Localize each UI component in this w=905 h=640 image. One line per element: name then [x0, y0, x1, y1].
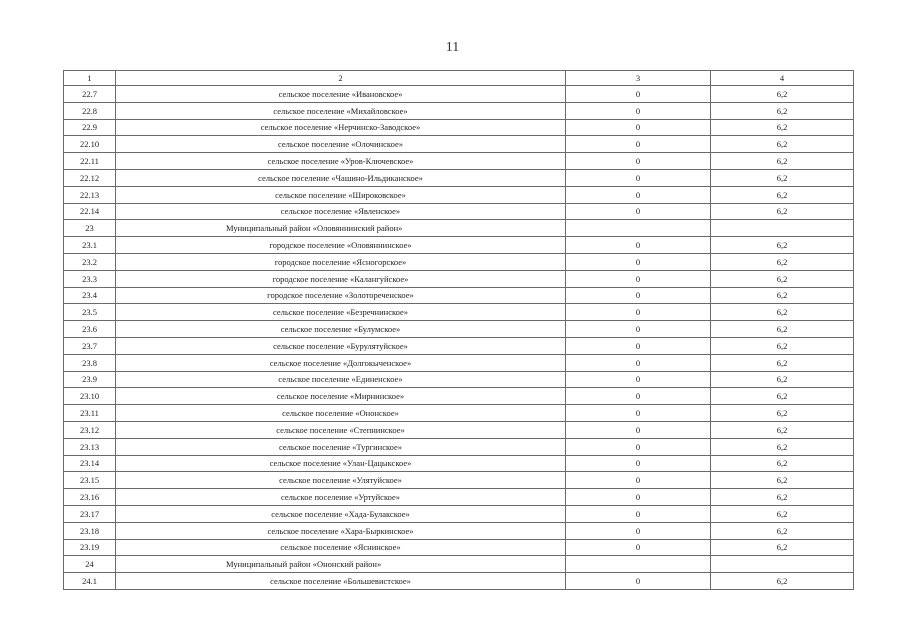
row-value-col3: 0: [566, 522, 711, 539]
table-body: [64, 71, 854, 590]
row-name: сельское поселение «Хада-Булакское»: [116, 505, 566, 522]
row-value-col3: 0: [566, 136, 711, 153]
row-value-col4: [711, 556, 854, 573]
row-value-col3: 0: [566, 321, 711, 338]
row-number: 22.8: [64, 102, 116, 119]
row-name: сельское поселение «Булумское»: [116, 321, 566, 338]
row-value-col4: 6,2: [711, 186, 854, 203]
table-row: [64, 472, 854, 489]
column-header-4: 4: [711, 71, 854, 86]
row-number: 23.14: [64, 455, 116, 472]
table-row: [64, 119, 854, 136]
row-number: 23: [64, 220, 116, 237]
row-name: сельское поселение «Безречнинское»: [116, 304, 566, 321]
row-value-col4: 6,2: [711, 321, 854, 338]
table-row: [64, 371, 854, 388]
row-value-col3: 0: [566, 405, 711, 422]
row-value-col3: 0: [566, 505, 711, 522]
row-name: городское поселение «Золотореченское»: [116, 287, 566, 304]
row-value-col3: 0: [566, 539, 711, 556]
table-row: [64, 186, 854, 203]
row-value-col3: 0: [566, 438, 711, 455]
table-row: [64, 337, 854, 354]
row-name: сельское поселение «Явленское»: [116, 203, 566, 220]
row-value-col4: 6,2: [711, 169, 854, 186]
row-value-col3: 0: [566, 287, 711, 304]
column-header-3: 3: [566, 71, 711, 86]
table-row: [64, 136, 854, 153]
table-row: [64, 505, 854, 522]
row-number: 23.2: [64, 253, 116, 270]
district-row: [64, 556, 854, 573]
row-value-col4: 6,2: [711, 354, 854, 371]
row-value-col3: 0: [566, 354, 711, 371]
row-number: 23.13: [64, 438, 116, 455]
table-row: [64, 86, 854, 103]
row-number: 23.11: [64, 405, 116, 422]
row-value-col4: 6,2: [711, 136, 854, 153]
row-number: 23.9: [64, 371, 116, 388]
row-value-col3: 0: [566, 371, 711, 388]
row-number: 22.7: [64, 86, 116, 103]
row-number: 24.1: [64, 573, 116, 590]
row-value-col3: 0: [566, 169, 711, 186]
row-number: 23.10: [64, 388, 116, 405]
row-name: сельское поселение «Уртуйское»: [116, 489, 566, 506]
row-name: городское поселение «Ясногорское»: [116, 253, 566, 270]
row-name: сельское поселение «Хара-Быркинское»: [116, 522, 566, 539]
table-row: [64, 203, 854, 220]
row-value-col4: 6,2: [711, 388, 854, 405]
column-header-1: 1: [64, 71, 116, 86]
row-number: 23.5: [64, 304, 116, 321]
row-value-col4: 6,2: [711, 86, 854, 103]
table-row: [64, 287, 854, 304]
row-value-col3: [566, 220, 711, 237]
row-value-col4: 6,2: [711, 102, 854, 119]
page-number: 11: [445, 40, 460, 55]
table-row: [64, 522, 854, 539]
row-value-col4: 6,2: [711, 153, 854, 170]
row-value-col3: [566, 556, 711, 573]
table-row: [64, 304, 854, 321]
row-value-col3: 0: [566, 472, 711, 489]
row-value-col3: 0: [566, 388, 711, 405]
row-value-col4: 6,2: [711, 472, 854, 489]
row-value-col3: 0: [566, 455, 711, 472]
row-name: сельское поселение «Бурулятуйское»: [116, 337, 566, 354]
row-value-col4: 6,2: [711, 203, 854, 220]
row-value-col3: 0: [566, 304, 711, 321]
row-value-col3: 0: [566, 203, 711, 220]
table-row: [64, 438, 854, 455]
row-value-col4: 6,2: [711, 371, 854, 388]
table-row: [64, 169, 854, 186]
row-value-col3: 0: [566, 86, 711, 103]
row-number: 23.7: [64, 337, 116, 354]
row-value-col4: 6,2: [711, 421, 854, 438]
row-value-col4: 6,2: [711, 337, 854, 354]
row-number: 23.18: [64, 522, 116, 539]
row-name: Муниципальный район «Оловяннинский район»: [116, 220, 566, 237]
table-row: [64, 405, 854, 422]
row-value-col3: 0: [566, 337, 711, 354]
row-number: 23.16: [64, 489, 116, 506]
table-row: [64, 388, 854, 405]
row-value-col3: 0: [566, 421, 711, 438]
row-name: сельское поселение «Уров-Ключевское»: [116, 153, 566, 170]
row-name: сельское поселение «Нерчинско-Заводское»: [116, 119, 566, 136]
row-number: 22.14: [64, 203, 116, 220]
table-row: [64, 421, 854, 438]
column-header-2: 2: [116, 71, 566, 86]
row-name: сельское поселение «Ивановское»: [116, 86, 566, 103]
row-value-col4: 6,2: [711, 405, 854, 422]
row-value-col4: 6,2: [711, 253, 854, 270]
table-row: [64, 354, 854, 371]
row-name: сельское поселение «Большевистское»: [116, 573, 566, 590]
row-value-col3: 0: [566, 119, 711, 136]
row-value-col4: 6,2: [711, 438, 854, 455]
row-value-col4: 6,2: [711, 505, 854, 522]
row-value-col4: 6,2: [711, 539, 854, 556]
row-value-col3: 0: [566, 237, 711, 254]
row-value-col4: 6,2: [711, 304, 854, 321]
table-row: [64, 253, 854, 270]
row-value-col3: 0: [566, 573, 711, 590]
row-name: сельское поселение «Улан-Цацыкское»: [116, 455, 566, 472]
row-number: 22.13: [64, 186, 116, 203]
row-value-col3: 0: [566, 270, 711, 287]
row-number: 22.9: [64, 119, 116, 136]
table-row: [64, 573, 854, 590]
row-number: 23.19: [64, 539, 116, 556]
row-number: 23.3: [64, 270, 116, 287]
table-row: [64, 237, 854, 254]
row-number: 23.12: [64, 421, 116, 438]
row-number: 23.8: [64, 354, 116, 371]
row-name: сельское поселение «Степнинское»: [116, 421, 566, 438]
row-name: сельское поселение «Яснинское»: [116, 539, 566, 556]
row-number: 24: [64, 556, 116, 573]
table-header-row: [64, 71, 854, 86]
row-name: сельское поселение «Чашино-Ильдиканское»: [116, 169, 566, 186]
row-value-col3: 0: [566, 102, 711, 119]
row-number: 23.15: [64, 472, 116, 489]
table-row: [64, 102, 854, 119]
row-name: Муниципальный район «Ононский район»: [116, 556, 566, 573]
row-number: 23.1: [64, 237, 116, 254]
row-value-col4: 6,2: [711, 455, 854, 472]
row-number: 22.11: [64, 153, 116, 170]
table-row: [64, 489, 854, 506]
row-value-col4: 6,2: [711, 119, 854, 136]
row-name: сельское поселение «Тургинское»: [116, 438, 566, 455]
row-value-col4: 6,2: [711, 287, 854, 304]
row-name: сельское поселение «Единенское»: [116, 371, 566, 388]
row-name: городское поселение «Оловяннинское»: [116, 237, 566, 254]
row-number: 22.10: [64, 136, 116, 153]
row-number: 22.12: [64, 169, 116, 186]
row-value-col4: 6,2: [711, 237, 854, 254]
row-value-col3: 0: [566, 153, 711, 170]
row-number: 23.6: [64, 321, 116, 338]
table-row: [64, 270, 854, 287]
row-value-col4: 6,2: [711, 489, 854, 506]
row-name: сельское поселение «Михайловское»: [116, 102, 566, 119]
data-table: [63, 70, 854, 590]
row-value-col3: 0: [566, 186, 711, 203]
table-row: [64, 153, 854, 170]
table-row: [64, 455, 854, 472]
row-value-col4: 6,2: [711, 270, 854, 287]
row-value-col3: 0: [566, 489, 711, 506]
row-number: 23.17: [64, 505, 116, 522]
table-row: [64, 539, 854, 556]
row-name: сельское поселение «Улятуйское»: [116, 472, 566, 489]
row-name: городское поселение «Калангуйское»: [116, 270, 566, 287]
row-name: сельское поселение «Мирнинское»: [116, 388, 566, 405]
district-row: [64, 220, 854, 237]
row-value-col4: 6,2: [711, 522, 854, 539]
row-value-col3: 0: [566, 253, 711, 270]
row-name: сельское поселение «Ононское»: [116, 405, 566, 422]
row-name: сельское поселение «Олочинское»: [116, 136, 566, 153]
row-value-col4: [711, 220, 854, 237]
table-row: [64, 321, 854, 338]
row-name: сельское поселение «Долгокыченское»: [116, 354, 566, 371]
row-number: 23.4: [64, 287, 116, 304]
row-value-col4: 6,2: [711, 573, 854, 590]
row-name: сельское поселение «Широковское»: [116, 186, 566, 203]
